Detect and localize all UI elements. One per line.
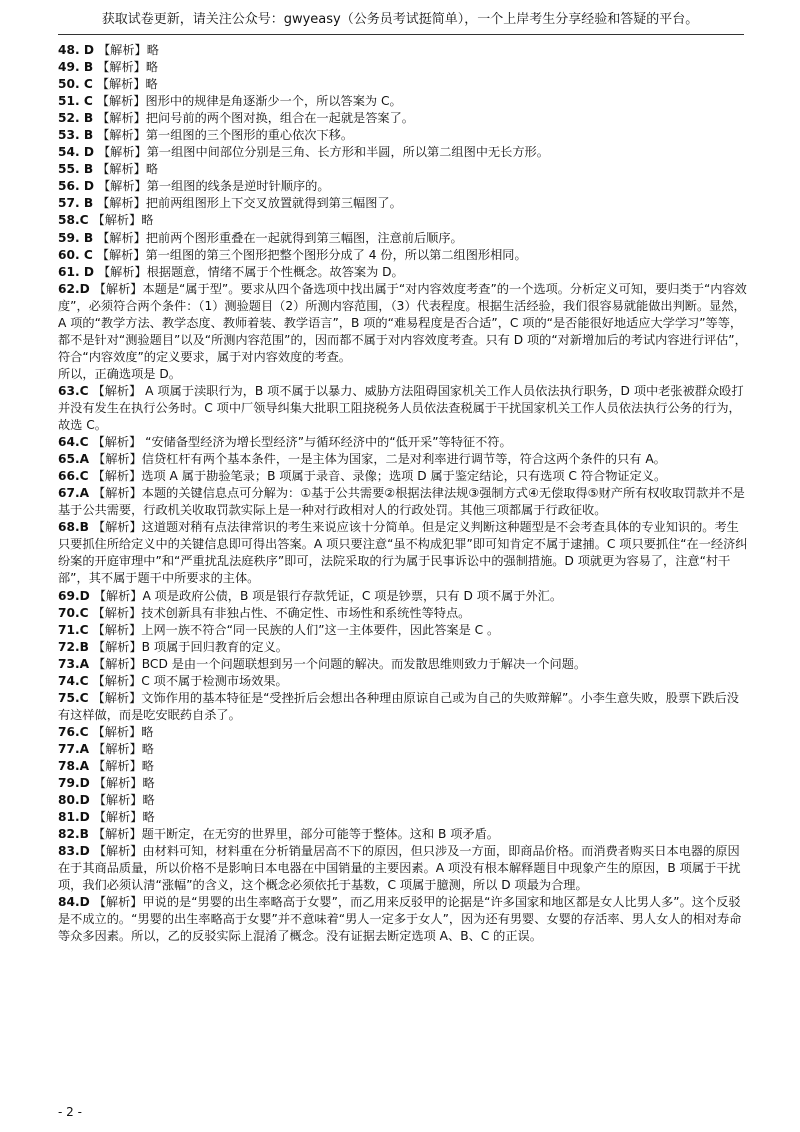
answer-number: 54. D (58, 145, 94, 160)
answer-explanation: 【解析】图形中的规律是角逐渐少一个，所以答案为 C。 (96, 94, 402, 109)
answer-number: 59. B (58, 230, 94, 245)
answer-item (58, 383, 748, 434)
answer-explanation: 【解析】第一组图的三个图形的重心依次下移。 (97, 128, 354, 143)
answer-explanation: 【解析】本题是“属于型”。要求从四个备选项中找出属于“对内容效度考查”的一个选项。分析定义可知，要归类于“内容效度”，必须符合两个条件：（1）测验题目（2）所测内容范围，（3）代表程度。根据生活经验，我们很容易就能做出判断。显然，A 项的“教学方法、教学态度、教师着装、教学语言”，B 项的“难易程度是否合适”，C 项的“是否能很好地适应大学学习”等等，都不是针对“测验题目”以及“所测内容范围”的，因而都不属于对内容效度考查。只有 D 项的“对新增加后的考试内容进行评估”，符合“内容效度”的定义要求，属于对内容效度的考查。 (58, 281, 747, 364)
answer-number: 62.D (58, 281, 90, 296)
answer-explanation: 【解析】甲说的是“男婴的出生率略高于女婴”，而乙用来反驳甲的论据是“许多国家和地区都是女人比男人多”。这个反驳是不成立的。“男婴的出生率略高于女婴”并不意味着“男人一定多于女人”，因为还有男婴、女婴的存活率、男人女人的相对寿命等众多因素。所以，乙的反驳实际上混淆了概念。没有证据去断定选项 A、B、C 的正误。 (58, 895, 742, 944)
answer-number: 53. B (58, 128, 94, 143)
answer-number: 56. D (58, 179, 94, 194)
answer-number: 68.B (58, 520, 89, 535)
answer-item (58, 673, 748, 690)
answer-item (58, 281, 748, 366)
answer-explanation: 【解析】A 项是政府公债，B 项是银行存款凭证，C 项是钞票，只有 D 项不属于外汇。 (93, 588, 563, 603)
answer-number: 58.C (58, 213, 89, 228)
answer-explanation: 【解析】 A 项属于渎职行为，B 项不属于以暴力、威胁方法阻碍国家机关工作人员依法执行职务，D 项中老张被群众殴打并没有发生在执行公务时。C 项中厂领导纠集大批职工阻挠税务人员依法查税属于干扰国家机关工作人员依法执行公务的行为，故选 C。 (58, 383, 744, 433)
answer-item (58, 775, 748, 792)
answer-number: 63.C (58, 383, 89, 398)
answer-number: 84.D (58, 895, 90, 910)
answer-explanation: 【解析】略 (93, 810, 155, 825)
answer-explanation: 【解析】略 (97, 162, 159, 177)
answer-explanation: 【解析】根据题意，情绪不属于个性概念。故答案为 D。 (97, 264, 404, 279)
answer-item (58, 843, 748, 894)
answer-item (58, 468, 748, 485)
answer-explanation: 【解析】略 (92, 213, 154, 228)
answer-item (58, 826, 748, 843)
answer-explanation: 【解析】B 项属于回归教育的定义。 (92, 639, 288, 654)
header-divider (58, 34, 744, 35)
answer-item (58, 485, 748, 519)
answer-explanation: 【解析】技术创新具有非独占性、不确定性、市场性和系统性等特点。 (92, 605, 471, 620)
answer-explanation: 【解析】略 (96, 77, 158, 92)
answer-explanation: 【解析】第一组图中间部位分别是三角、长方形和半圆，所以第二组图中无长方形。 (97, 145, 549, 160)
answer-item (58, 690, 748, 724)
answer-explanation: 【解析】略 (93, 793, 155, 808)
answer-item (58, 366, 748, 383)
answer-explanation: 【解析】本题的关键信息点可分解为：①基于公共需要②根据法律法规③强制方式④无偿取得⑤财产所有权收取罚款并不是基于公共需要，行政机关收取罚款实际上是一种对行政相对人的行政处罚。其他三项都属于行政征收。 (58, 486, 745, 518)
answer-item (58, 161, 748, 178)
answer-explanation: 【解析】文饰作用的基本特征是“受挫折后会想出各种理由原谅自己或为自己的失败辩解”。小李生意失败，股票下跌后没有这样做，而是吃安眠药自杀了。 (58, 690, 739, 722)
answer-item (58, 59, 748, 76)
answer-number: 64.C (58, 435, 89, 450)
answer-item (58, 451, 748, 468)
answer-explanation: 【解析】C 项不属于检测市场效果。 (92, 673, 288, 688)
answer-item (58, 76, 748, 93)
answer-explanation: 【解析】由材料可知，材料重在分析销量居高不下的原因，但只涉及一方面，即商品价格。而消费者购买日本电器的原因在于其商品质量，所以价格不是影响日本电器在中国销量的主要因素。A 项没有根本解释题目中现象产生的原因，B 项属于干扰项，我们必须认清“涨幅”的含义，这个概念必须依托于基数，C 项属于臆测，所以 D 项最为合理。 (58, 844, 741, 893)
answer-item (58, 724, 748, 741)
answer-item (58, 741, 748, 758)
answer-number: 50. C (58, 77, 93, 92)
answer-list (58, 42, 748, 945)
answer-item (58, 809, 748, 826)
answer-number: 48. D (58, 43, 94, 57)
answer-explanation: 【解析】题干断定，在无穷的世界里，部分可能等于整体。这和 B 项矛盾。 (92, 827, 499, 842)
answer-item (58, 758, 748, 775)
answer-number: 73.A (58, 656, 90, 671)
answer-explanation: 【解析】把前两个图形重叠在一起就得到第三幅图，注意前后顺序。 (97, 230, 463, 245)
answer-item (58, 247, 748, 264)
answer-number: 57. B (58, 196, 94, 211)
answer-item (58, 42, 748, 59)
answer-number: 80.D (58, 793, 90, 808)
answer-number: 82.B (58, 827, 89, 842)
page-header: 获取试卷更新，请关注公众号：gwyeasy（公务员考试挺简单），一个上岸考生分享经验和答疑的平台。 (101, 12, 699, 27)
answer-explanation: 所以，正确选项是 D。 (58, 366, 181, 381)
answer-item (58, 178, 748, 195)
page-number: - 2 - (58, 1105, 82, 1119)
answer-number: 51. C (58, 94, 93, 109)
answer-explanation: 【解析】第一组图的第三个图形把整个图形分成了 4 份，所以第二组图形相同。 (96, 247, 527, 262)
answer-item (58, 519, 748, 587)
answer-number: 72.B (58, 639, 89, 654)
answer-explanation: 【解析】第一组图的线条是逆时针顺序的。 (97, 179, 330, 194)
answer-number: 67.A (58, 486, 90, 501)
answer-item (58, 656, 748, 673)
answer-item (58, 622, 748, 639)
answer-item (58, 792, 748, 809)
answer-explanation: 【解析】把问号前的两个图对换，组合在一起就是答案了。 (97, 111, 414, 126)
answer-item (58, 127, 748, 144)
answer-number: 76.C (58, 724, 89, 739)
answer-number: 74.C (58, 673, 89, 688)
answer-number: 70.C (58, 605, 89, 620)
answer-item (58, 894, 748, 945)
answer-explanation: 【解析】略 (93, 758, 154, 773)
answer-number: 69.D (58, 588, 90, 603)
answer-number: 78.A (58, 758, 90, 773)
answer-explanation: 【解析】信贷杠杆有两个基本条件，一是主体为国家，二是对利率进行调节等，符合这两个条件的只有 A。 (93, 452, 666, 467)
answer-number: 65.A (58, 452, 90, 467)
answer-item (58, 230, 748, 247)
answer-explanation: 【解析】BCD 是由一个问题联想到另一个问题的解决。而发散思维则致力于解决一个问题。 (93, 656, 587, 671)
answer-number: 49. B (58, 60, 94, 75)
answer-explanation: 【解析】把前两组图形上下交叉放置就得到第三幅图了。 (97, 196, 402, 211)
answer-explanation: 【解析】略 (97, 60, 159, 75)
answer-number: 75.C (58, 690, 89, 705)
answer-number: 66.C (58, 469, 89, 484)
answer-number: 71.C (58, 622, 89, 637)
answer-item (58, 110, 748, 127)
answer-number: 77.A (58, 741, 90, 756)
answer-number: 61. D (58, 264, 94, 279)
answer-item (58, 588, 748, 605)
answer-item (58, 639, 748, 656)
answer-number: 83.D (58, 844, 90, 859)
answer-explanation: 【解析】略 (97, 43, 159, 57)
answer-number: 60. C (58, 247, 93, 262)
answer-item (58, 212, 748, 229)
answer-explanation: 【解析】选项 A 属于勘验笔录；B 项属于录音、录像；选项 D 属于鉴定结论，只有选项 C 符合物证定义。 (92, 469, 667, 484)
answer-number: 52. B (58, 111, 94, 126)
answer-number: 81.D (58, 810, 90, 825)
answer-explanation: 【解析】 “安储备型经济为增长型经济”与循环经济中的“低开采”等特征不符。 (92, 435, 512, 450)
answer-item (58, 144, 748, 161)
answer-explanation: 【解析】上网一族不符合“同一民族的人们”这一主体要件，因此答案是 C 。 (92, 622, 500, 637)
answer-explanation: 【解析】略 (93, 776, 155, 791)
answer-item (58, 264, 748, 281)
answer-explanation: 【解析】略 (92, 724, 154, 739)
answer-explanation: 【解析】这道题对稍有点法律常识的考生来说应该十分简单。但是定义判断这种题型是不会考查具体的专业知识的。考生只要抓住所给定义中的关键信息即可得出答案。A 项只要注意“虽不构成犯罪”即可知肯定不属于逮捕。C 项只要抓住“在一经济纠纷案的开庭审理中”和“严重扰乱法庭秩序”即可，法院采取的行为属于民事诉讼中的强制措施。D 项就更为容易了，注意“村干部”，其不属于题干中所要求的主体。 (58, 520, 748, 586)
answer-number: 55. B (58, 162, 94, 177)
answer-item (58, 195, 748, 212)
answer-item (58, 605, 748, 622)
answer-number: 79.D (58, 776, 90, 791)
answer-item (58, 434, 748, 451)
answer-explanation: 【解析】略 (93, 741, 154, 756)
answer-item (58, 93, 748, 110)
